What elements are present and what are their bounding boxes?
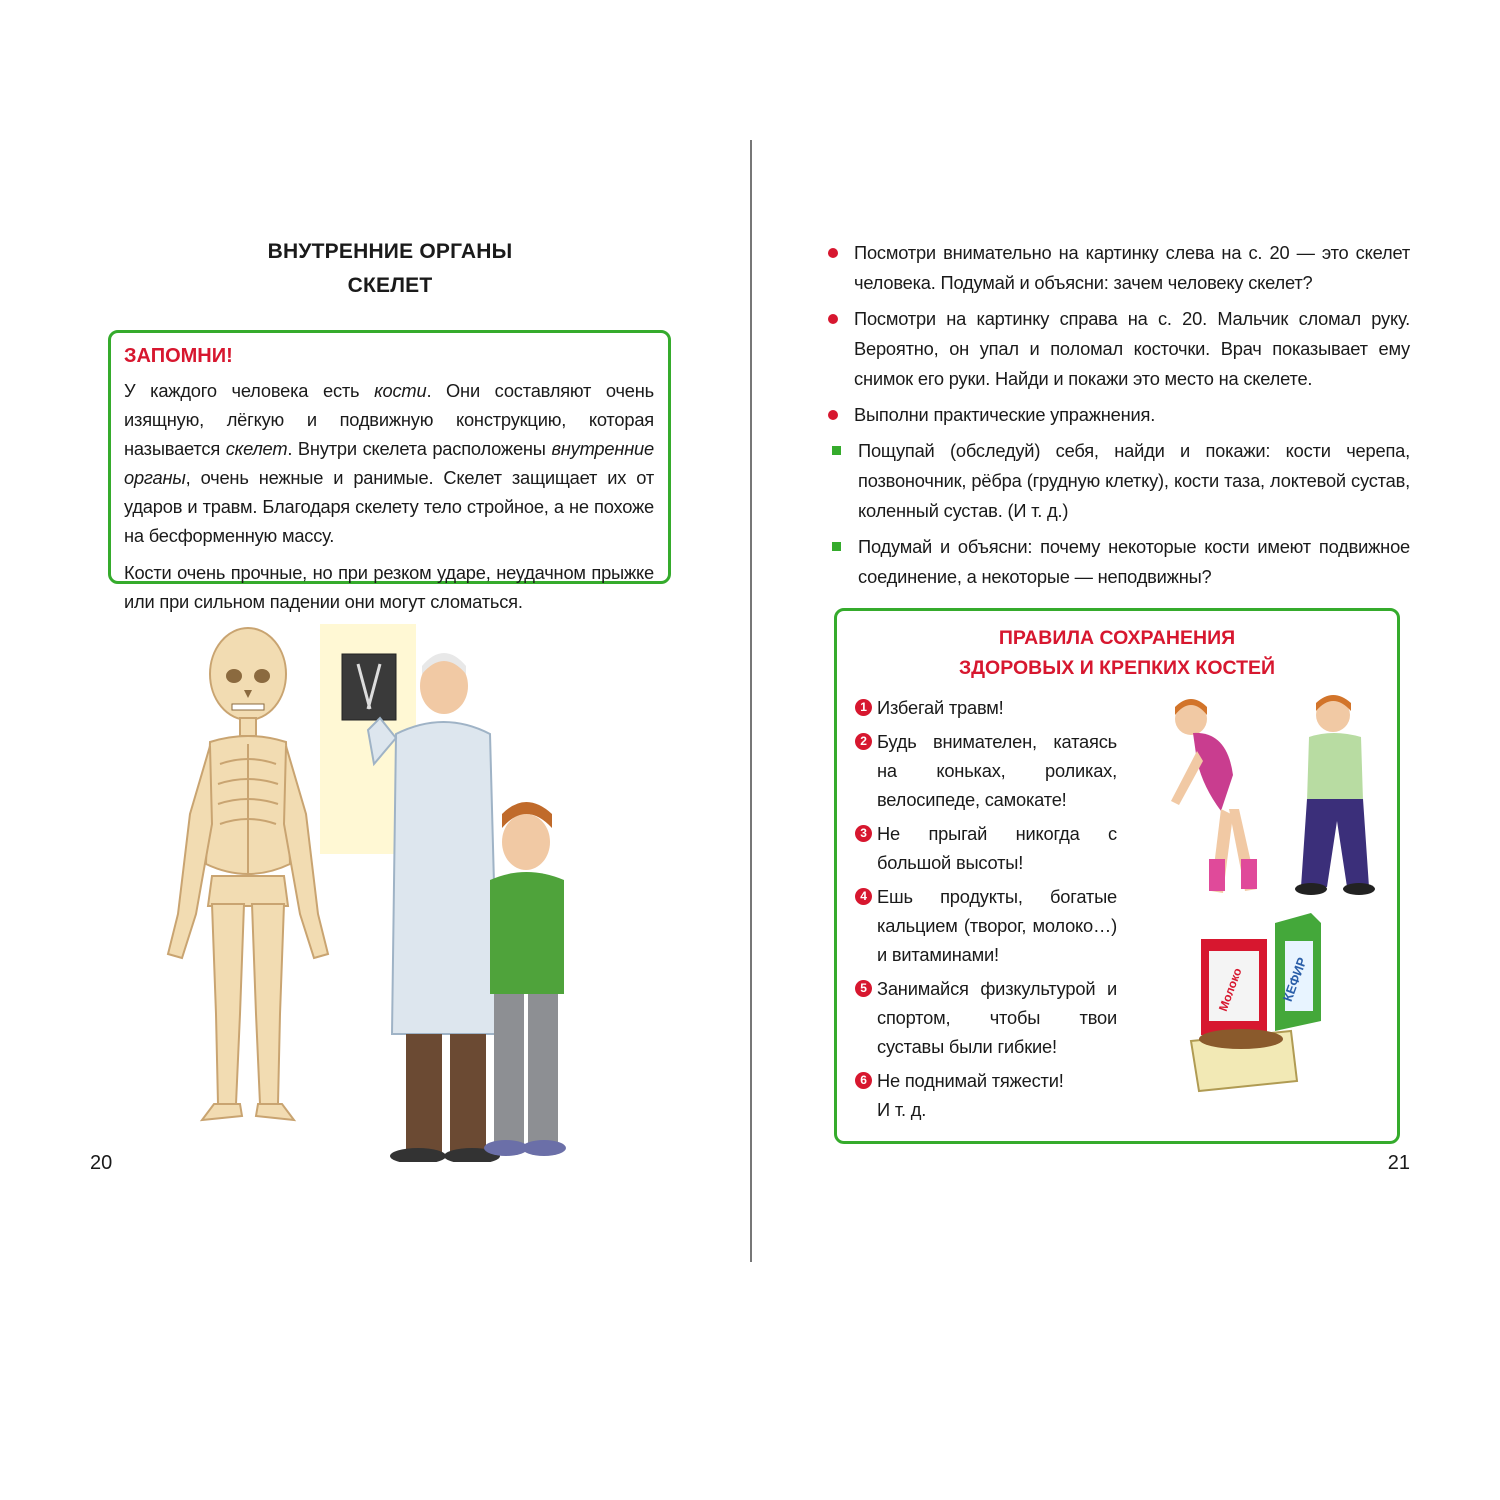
svg-text:КЕФИР: КЕФИР — [1279, 955, 1310, 1004]
skeleton-and-doctor-illustration — [160, 614, 580, 1162]
rules-box — [834, 608, 1400, 1144]
term-organs: внутренние органы — [124, 438, 654, 488]
number-badge-icon: 1 — [855, 699, 872, 716]
boy-figure — [484, 802, 566, 1156]
green-square-bullet-icon — [832, 542, 841, 551]
rules-list — [855, 693, 1117, 1129]
doctor-figure — [368, 653, 500, 1162]
rule-item: 1 Избегай травм! — [855, 693, 1117, 722]
question-item: Посмотри внимательно на картинку слева на с. 20 — это скелет человека. Подумай и объясни: зачем человеку скелет? — [820, 238, 1410, 298]
number-badge-icon: 6 — [855, 1072, 872, 1089]
remember-box — [108, 330, 671, 612]
rules-etc: И т. д. — [877, 1099, 927, 1120]
red-bullet-icon — [828, 314, 838, 324]
right-page — [820, 230, 1410, 1180]
exercise-and-food-illustration — [1141, 691, 1391, 1131]
rule-item: 6 Не поднимай тяжести! И т. д. — [855, 1066, 1117, 1124]
svg-text:Молоко: Молоко — [1215, 966, 1245, 1014]
remember-paragraph-1: У каждого человека есть кости. Они составляют очень изящную, лёгкую и подвижную конструкцию, которая называется скелет. Внутри скелета расположены внутренние органы, очень нежные и ранимые. Скелет защищает их от ударов и травм. Благодаря скелету тело стройное, а не похоже на бесформенную массу. — [124, 380, 654, 546]
rule-item: 4 Ешь продукты, богатые кальцием (творог, молоко…) и витаминами! — [855, 882, 1117, 969]
term-bones: кости — [374, 380, 427, 401]
red-bullet-icon — [828, 410, 838, 420]
page-number-right: 21 — [1387, 1152, 1410, 1174]
exercise-item: Пощупай (обследуй) себя, найди и покажи: кости черепа, позвоночник, рёбра (грудную клетку), кости таза, локтевой сустав, коленный сустав. (И т. д.) — [820, 436, 1410, 526]
number-badge-icon: 3 — [855, 825, 872, 842]
term-skeleton: скелет — [225, 438, 288, 459]
dairy-products-figure — [1191, 913, 1321, 1091]
remember-heading: ЗАПОМНИ! — [124, 345, 233, 367]
exercise-item: Подумай и объясни: почему некоторые кости имеют подвижное соединение, а некоторые — неподвижны? — [820, 532, 1410, 592]
number-badge-icon: 2 — [855, 733, 872, 750]
section-title: ВНУТРЕННИЕ ОРГАНЫ — [267, 240, 513, 263]
xray-image — [342, 654, 396, 720]
rules-title: ПРАВИЛА СОХРАНЕНИЯ ЗДОРОВЫХ И КРЕПКИХ КОСТЕЙ — [958, 627, 1276, 679]
question-item: Выполни практические упражнения. — [820, 400, 1410, 430]
section-subtitle: СКЕЛЕТ — [347, 274, 433, 297]
left-page — [90, 230, 690, 1180]
page-divider — [750, 140, 752, 1262]
green-square-bullet-icon — [832, 446, 841, 455]
girl-exercising-figure — [1171, 699, 1257, 893]
red-bullet-icon — [828, 248, 838, 258]
number-badge-icon: 4 — [855, 888, 872, 905]
boy-exercising-figure — [1295, 695, 1375, 895]
rule-item: 2 Будь внимателен, катаясь на коньках, роликах, велосипеде, самокате! — [855, 727, 1117, 814]
question-item: Посмотри на картинку справа на с. 20. Мальчик сломал руку. Вероятно, он упал и поломал косточки. Врач показывает ему снимок его руки. Найди и покажи это место на скелете. — [820, 304, 1410, 394]
number-badge-icon: 5 — [855, 980, 872, 997]
rule-item: 5 Занимайся физкультурой и спортом, чтобы твои суставы были гибкие! — [855, 974, 1117, 1061]
remember-paragraph-2: Кости очень прочные, но при резком ударе, неудачном прыжке или при сильном падении они могут сломаться. — [124, 562, 654, 612]
page-number-left: 20 — [90, 1152, 113, 1174]
questions-list — [820, 238, 1410, 598]
rule-item: 3 Не прыгай никогда с большой высоты! — [855, 819, 1117, 877]
